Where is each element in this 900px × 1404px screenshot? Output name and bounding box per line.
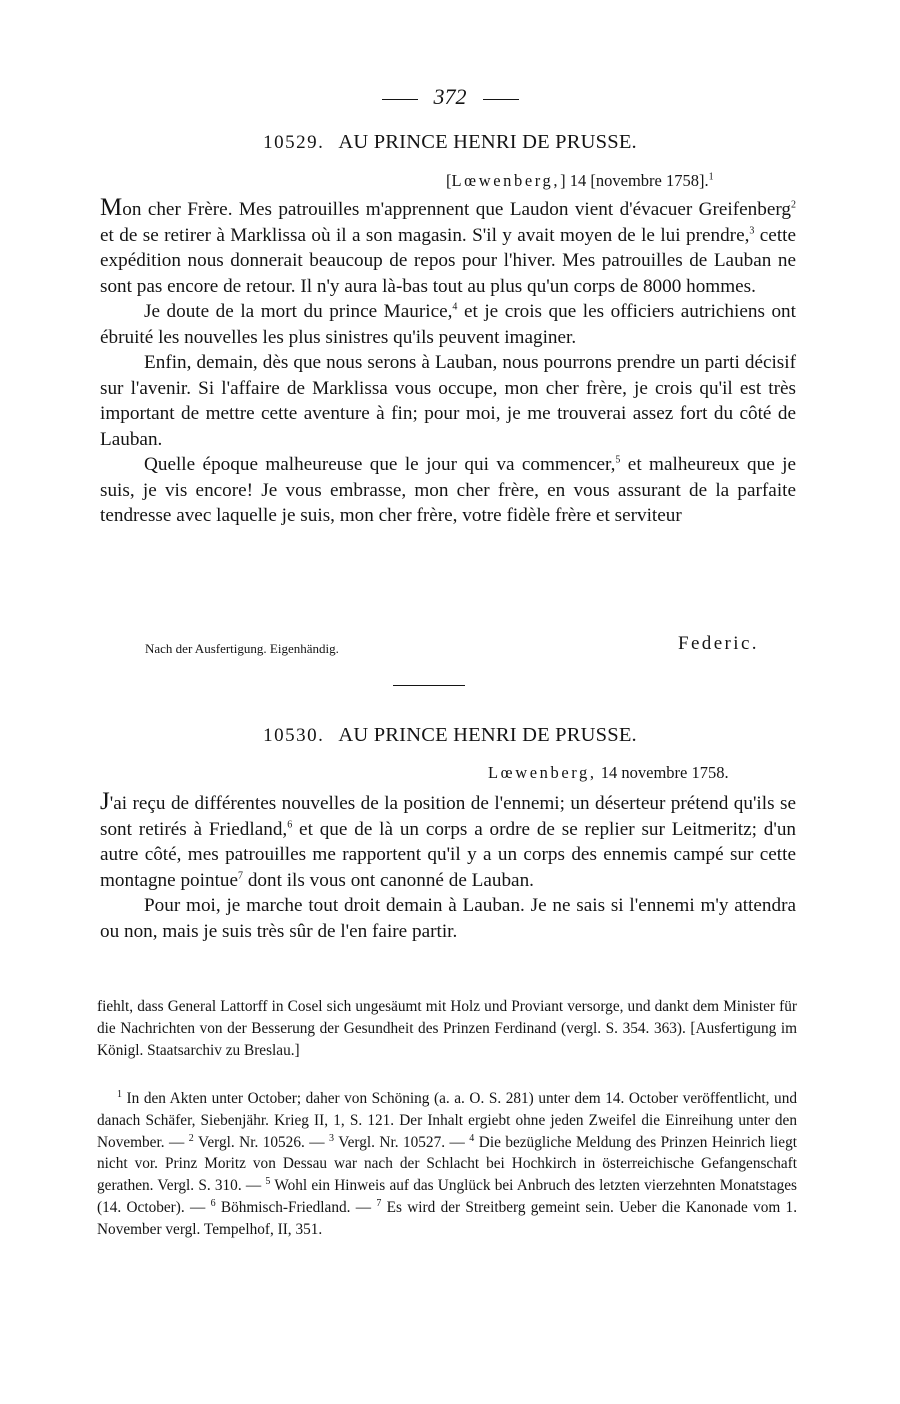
footnote-mark-3: 3	[329, 1132, 335, 1144]
footnote-1: In den Akten unter October; daher von Schöning (a. a. O. S. 281) unter dem 14. October veröffentlicht, und danach Schäfer, Siebenjähr. Krieg II, 1, S. 121. Der Inhalt ergiebt ohne jeden Zweifel die Einreihung unter den November. —	[97, 1090, 797, 1151]
letter-2-title: AU PRINCE HENRI DE PRUSSE.	[338, 724, 637, 746]
letter-1-signature: Federic.	[678, 633, 759, 654]
letter-2-body	[100, 789, 796, 944]
footnotes	[97, 1088, 797, 1241]
letter-1-title: AU PRINCE HENRI DE PRUSSE.	[338, 131, 637, 153]
footnote-mark-1: 1	[117, 1088, 122, 1100]
page-number: 372	[433, 84, 467, 109]
letter-1-place: Lœwenberg,	[451, 171, 561, 190]
letter-1-paragraph-3: Enfin, demain, dès que nous serons à Lauban, nous pourrons prendre un parti décisif sur l'avenir. Si l'affaire de Marklissa vous occupe, mon cher frère, je crois qu'il est très important de mettre cette aventure à fin; pour moi, je me trouverai assez fort du côté de Lauban.	[100, 352, 796, 450]
letter-1-body	[100, 195, 796, 529]
footnote-mark-4: 4	[469, 1132, 475, 1144]
footnote-7: Es wird der Streitberg gemeint sein. Ueber die Kanonade vom 1. November vergl. Tempelhof, II, 351.	[97, 1198, 798, 1238]
footnote-3: Vergl. Nr. 10527. —	[334, 1133, 470, 1151]
footnote-ref-5: 5	[615, 454, 621, 466]
footnote-ref-3: 3	[749, 225, 755, 237]
footnote-6: Böhmisch-Friedland. —	[215, 1198, 377, 1216]
footnote-mark-7: 7	[376, 1197, 382, 1209]
letter-1-source-note: Nach der Ausfertigung. Eigenhändig.	[145, 641, 339, 656]
section-divider	[393, 685, 465, 686]
letter-1-paragraph-4: Quelle époque malheureuse que le jour qui va commencer,$^5$ et malheureux que je suis, je vis encore! Je vous embrasse, mon cher frère, en vous assurant de la parfaite tendresse avec laquelle je suis, mon cher frère, votre fidèle frère et serviteur	[100, 454, 796, 526]
footnote-5: Wohl ein Hinweis auf das Unglück bei Anbruch des letzten vierzehnten Monatstages (14. October). —	[97, 1177, 798, 1216]
running-header	[0, 84, 900, 110]
letter-2-paragraph-1: J'ai reçu de différentes nouvelles de la position de l'ennemi; un déserteur prétend qu'ils se sont retirés à Friedland,$^6$ et que de là un corps a ordre de se replier sur Leitmeritz; d'un autre côté, mes patrouilles me rapportent qu'il y a un corps des ennemis campé sur cette montagne pointue$^7$ dont ils vous ont canonné de Lauban.	[100, 788, 797, 891]
footnote-mark-5: 5	[265, 1176, 271, 1188]
letter-2-number: 10530.	[263, 725, 325, 746]
letter-1-heading	[0, 131, 900, 154]
continuation-note: fiehlt, dass General Lattorff in Cosel sich ungesäumt mit Holz und Proviant versorge, und dankt dem Minister für die Nachrichten von der Besserung der Gesundheit des Prinzen Ferdinand (vergl. S. 354. 363). [Ausfertigung im Königl. Staatsarchiv zu Breslau.]	[97, 998, 797, 1059]
footnote-ref-7: 7	[238, 870, 244, 882]
letter-1-paragraph-1: Mon cher Frère. Mes patrouilles m'apprennent que Laudon vient d'évacuer Greifenberg$^2$ et de se retirer à Marklissa où il a son magasin. S'il y avait moyen de le lui prendre,$^3$ cette expédition nous donnerait beaucoup de repos pour l'hiver. Mes patrouilles de Lauban ne sont pas encore de retour. Il n'y aura là-bas tout au plus qu'un corps de 8000 hommes.	[100, 194, 796, 297]
footnote-2: Vergl. Nr. 10526. —	[193, 1133, 330, 1151]
footnote-4: Die bezügliche Meldung des Prinzen Heinrich liegt nicht vor. Prinz Moritz von Dessau war nach der Schlacht bei Hochkirch in österreichische Gefangenschaft gerathen. Vergl. S. 310. —	[97, 1133, 797, 1195]
letter-2-paragraph-2: Pour moi, je marche tout droit demain à Lauban. Je ne sais si l'ennemi m'y attendra ou non, mais je suis très sûr de l'en faire partir.	[100, 895, 796, 942]
letter-1-paragraph-2: Je doute de la mort du prince Maurice,$^4$ et je crois que les officiers autrichiens ont ébruité les nouvelles les plus sinistres qu'ils peuvent imaginer.	[100, 301, 796, 348]
letter-1-dateline: [Lœwenberg,] 14 [novembre 1758].$^1$	[446, 171, 714, 190]
footnote-ref-1: 1	[708, 171, 714, 183]
header-dash-right	[483, 99, 519, 100]
footnote-ref-4: 4	[452, 301, 458, 313]
footnote-ref-2: 2	[791, 199, 796, 211]
letter-2-dateline: Lœwenberg, 14 novembre 1758.	[488, 763, 729, 782]
footnote-ref-6: 6	[287, 819, 293, 831]
letter-1-number: 10529.	[263, 132, 325, 153]
footnote-mark-6: 6	[210, 1197, 216, 1209]
header-dash-left	[382, 99, 418, 100]
letter-2-heading	[0, 724, 900, 747]
footnote-mark-2: 2	[188, 1132, 194, 1144]
letter-2-place: Lœwenberg,	[488, 763, 597, 782]
